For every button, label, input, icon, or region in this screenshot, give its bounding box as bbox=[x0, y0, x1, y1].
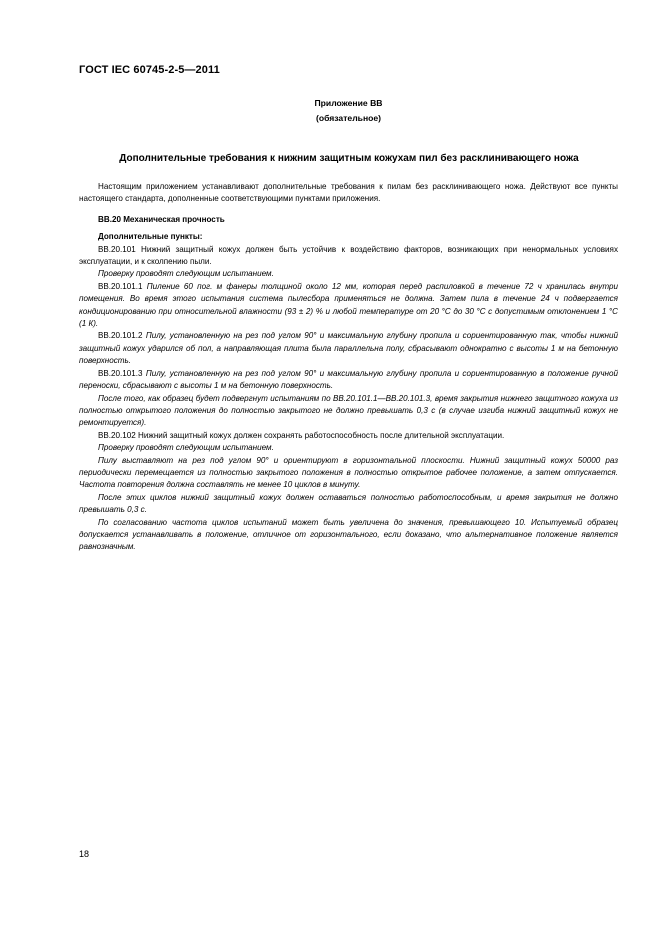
annex-label: Приложение ВВ bbox=[314, 98, 383, 108]
clause-bb20-102-test: Пилу выставляют на рез под углом 90° и ориентируют в горизонтальной плоскости. Нижний защитный кожух 50000 раз периодически перемещается из полностью закрытого положения в полностью открытое рабочее положение, а затем отпускается. Частота повторения должна составлять не менее 10 циклов в минуту. bbox=[79, 455, 618, 490]
intro-paragraph: Настоящим приложением устанавливают дополнительные требования к пилам без расклинивающего ножа. Действуют все пункты настоящего стандарта, дополненные соответствующими пунктами приложения. bbox=[79, 182, 618, 204]
clause-bb20-102: ВВ.20.102 Нижний защитный кожух должен сохранять работоспособность после длительной эксплуатации. bbox=[98, 430, 505, 440]
clause-bb20-101-3 bbox=[79, 368, 618, 393]
annex-block bbox=[0, 96, 661, 126]
annex-title: Дополнительные требования к нижним защитным кожухам пил без расклинивающего ножа bbox=[119, 153, 579, 164]
clause-bb20-102-frequency: По согласованию частота циклов испытаний может быть увеличена до значения, превышающего 10. Испытуемый образец допускается устанавливать в положение, отличное от горизонтального, если доказано, что альтернативное положение является равнозначным. bbox=[79, 517, 618, 552]
clause-bb20-102-check: Проверку проводят следующим испытанием. bbox=[98, 443, 274, 453]
clause-bb20-102-result: После этих циклов нижний защитный кожух должен оставаться полностью работоспособным, и время закрытия не должно превышать 0,3 с. bbox=[79, 492, 618, 515]
page-number: 18 bbox=[79, 849, 90, 859]
standard-header: ГОСТ IEC 60745-2-5—2011 bbox=[79, 64, 220, 76]
annex-status: (обязательное) bbox=[315, 113, 382, 123]
clause-bb20-101-1-text: ВВ.20.101.1 Пиление 60 пог. м фанеры толщиной около 12 мм, которая перед распиловкой в течение 72 ч хранилась внутри помещения. Во время этого испытания система пылесбора применяться не должна. Затем пила в течение 24 ч подвергается кондиционированию при относительной влажности (93 ± 2) % и любой температуре от 20 °С до 30 °С с допустимым отклонением 1 °С (1 К). bbox=[79, 281, 618, 329]
clause-bb20-101-3-text: ВВ.20.101.3 Пилу, установленную на рез под углом 90° и максимальную глубину пропила и сориентированную в положение ручной переноски, сбрасывают с высоты 1 м на бетонную поверхность. bbox=[79, 368, 618, 391]
section-heading: ВВ.20 Механическая прочность bbox=[98, 214, 225, 224]
clause-bb20-101-result: После того, как образец будет подвергнут испытаниям по ВВ.20.101.1—ВВ.20.101.3, время закрытия нижнего защитного кожуха из полностью открытого положения до полностью закрытого не должно превышать 0,3 с (в случае изгиба нижний защитный кожух не ремонтируется). bbox=[79, 393, 618, 428]
annex-body bbox=[79, 181, 618, 554]
sub-heading: Дополнительные пункты: bbox=[98, 232, 203, 242]
clause-bb20-101: ВВ.20.101 Нижний защитный кожух должен быть устойчив к воздействию факторов, возникающих при ненормальных условиях эксплуатации, и к сколпению пыли. bbox=[79, 244, 618, 267]
clause-bb20-101-2-text: ВВ.20.101.2 Пилу, установленную на рез под углом 90° и максимальную глубину пропила и сориентированную так, чтобы нижний защитный кожух ударился об пол, а направляющая плита была параллельна полу, сбрасывают однократно с высоты 1 м на бетонную поверхность. bbox=[79, 331, 618, 366]
clause-bb20-101-check: Проверку проводят следующим испытанием. bbox=[98, 269, 274, 279]
clause-bb20-101-2 bbox=[79, 330, 618, 367]
clause-bb20-101-1 bbox=[79, 281, 618, 331]
